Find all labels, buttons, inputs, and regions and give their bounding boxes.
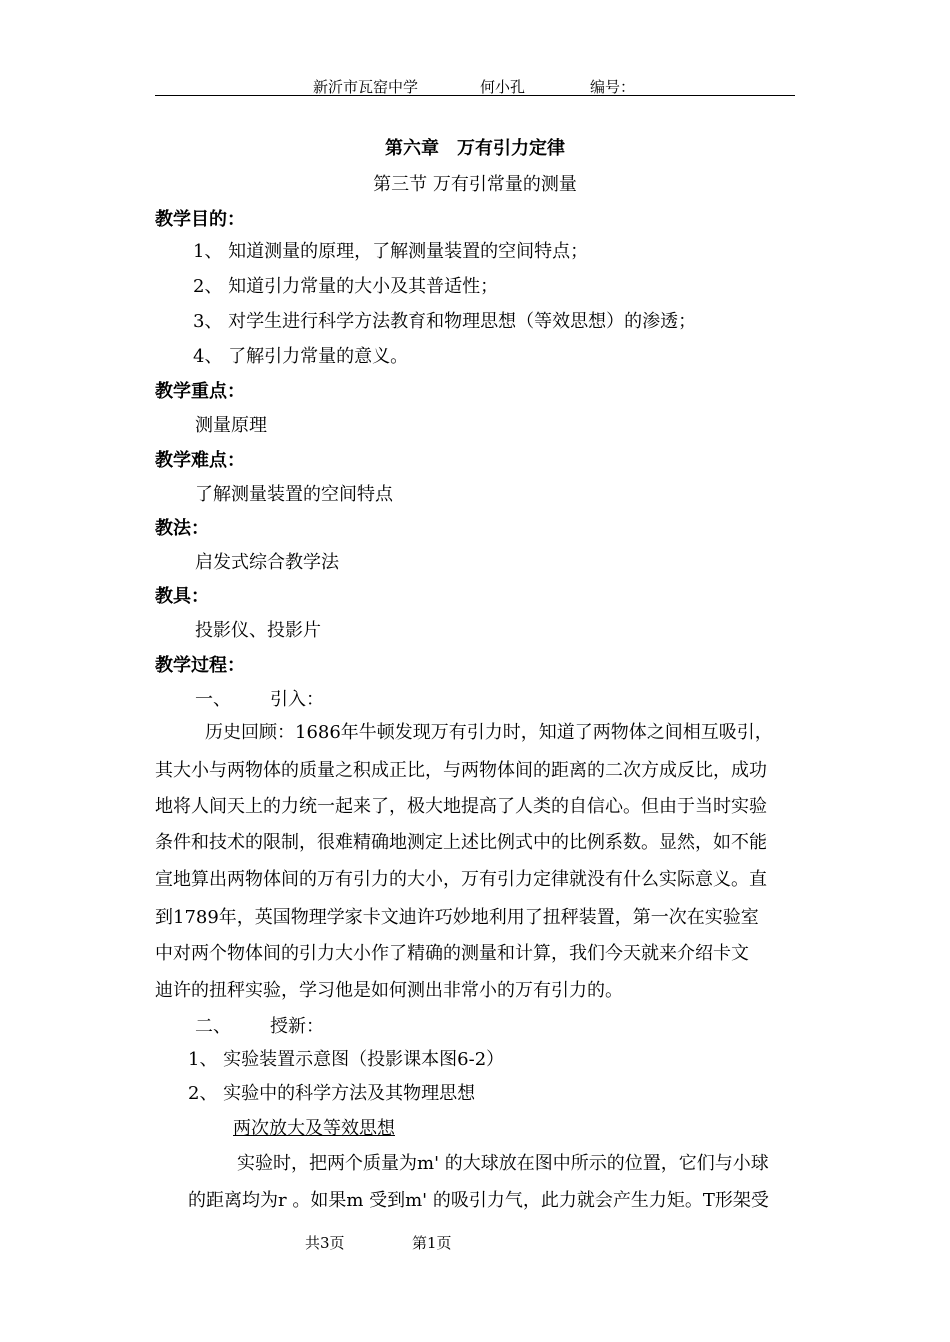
history-line: 宣地算出两物体间的万有引力的大小，万有引力定律就没有什么实际意义。直 [155, 869, 767, 890]
history-line: 历史回顾：1686年牛顿发现万有引力时，知道了两物体之间相互吸引， [205, 722, 773, 743]
header-divider [155, 95, 795, 96]
history-line: 条件和技术的限制，很难精确地测定上述比例式中的比例系数。显然，如不能 [155, 832, 767, 853]
key-points-heading: 教学重点： [155, 381, 245, 402]
history-line: 地将人间天上的力统一起来了，极大地提高了人类的自信心。但由于当时实验 [155, 796, 767, 817]
objective-item: 2、 知道引力常量的大小及其普适性； [193, 276, 499, 297]
process-heading: 教学过程： [155, 655, 245, 676]
objective-item: 1、 知道测量的原理，了解测量装置的空间特点； [193, 241, 589, 262]
part2-number: 二、 [195, 1016, 231, 1037]
method-content: 启发式综合教学法 [195, 552, 339, 573]
experiment-line: 实验时，把两个质量为m' 的大球放在图中所示的位置，它们与小球 [237, 1153, 769, 1174]
key-points-content: 测量原理 [195, 415, 267, 436]
part2-label: 授新： [270, 1016, 324, 1037]
tools-heading: 教具： [155, 586, 209, 607]
history-line: 到1789年，英国物理学家卡文迪许巧妙地利用了扭秤装置，第一次在实验室 [155, 907, 759, 928]
difficulties-content: 了解测量装置的空间特点 [195, 484, 393, 505]
history-line: 中对两个物体间的引力大小作了精确的测量和计算，我们今天就来介绍卡文 [155, 943, 749, 964]
part1-number: 一、 [195, 689, 231, 710]
objective-item: 4、 了解引力常量的意义。 [193, 346, 409, 367]
experiment-line: 的距离均为r 。如果m 受到m' 的吸引力气，此力就会产生力矩。T形架受 [188, 1190, 769, 1211]
difficulties-heading: 教学难点： [155, 450, 245, 471]
new-item: 2、 实验中的科学方法及其物理思想 [188, 1083, 476, 1104]
footer-total-pages: 共3页 [305, 1234, 345, 1252]
header-school: 新沂市瓦窑中学 [313, 78, 419, 96]
subheading-amplification: 两次放大及等效思想 [233, 1118, 395, 1139]
objective-item: 3、 对学生进行科学方法教育和物理思想（等效思想）的渗透； [193, 311, 697, 332]
header-number-label: 编号： [590, 78, 636, 96]
new-item: 1、 实验装置示意图（投影课本图6-2） [188, 1049, 505, 1070]
history-line: 其大小与两物体的质量之积成正比，与两物体间的距离的二次方成反比，成功 [155, 760, 767, 781]
chapter-title: 第六章 万有引力定律 [385, 138, 565, 159]
header-author: 何小孔 [480, 78, 526, 96]
history-line: 迪许的扭秤实验，学习他是如何测出非常小的万有引力的。 [155, 980, 623, 1001]
objectives-heading: 教学目的： [155, 209, 245, 230]
part1-label: 引入： [270, 689, 324, 710]
section-title: 第三节 万有引常量的测量 [373, 174, 577, 195]
footer-current-page: 第1页 [412, 1234, 452, 1252]
method-heading: 教法： [155, 518, 209, 539]
tools-content: 投影仪、投影片 [195, 620, 321, 641]
